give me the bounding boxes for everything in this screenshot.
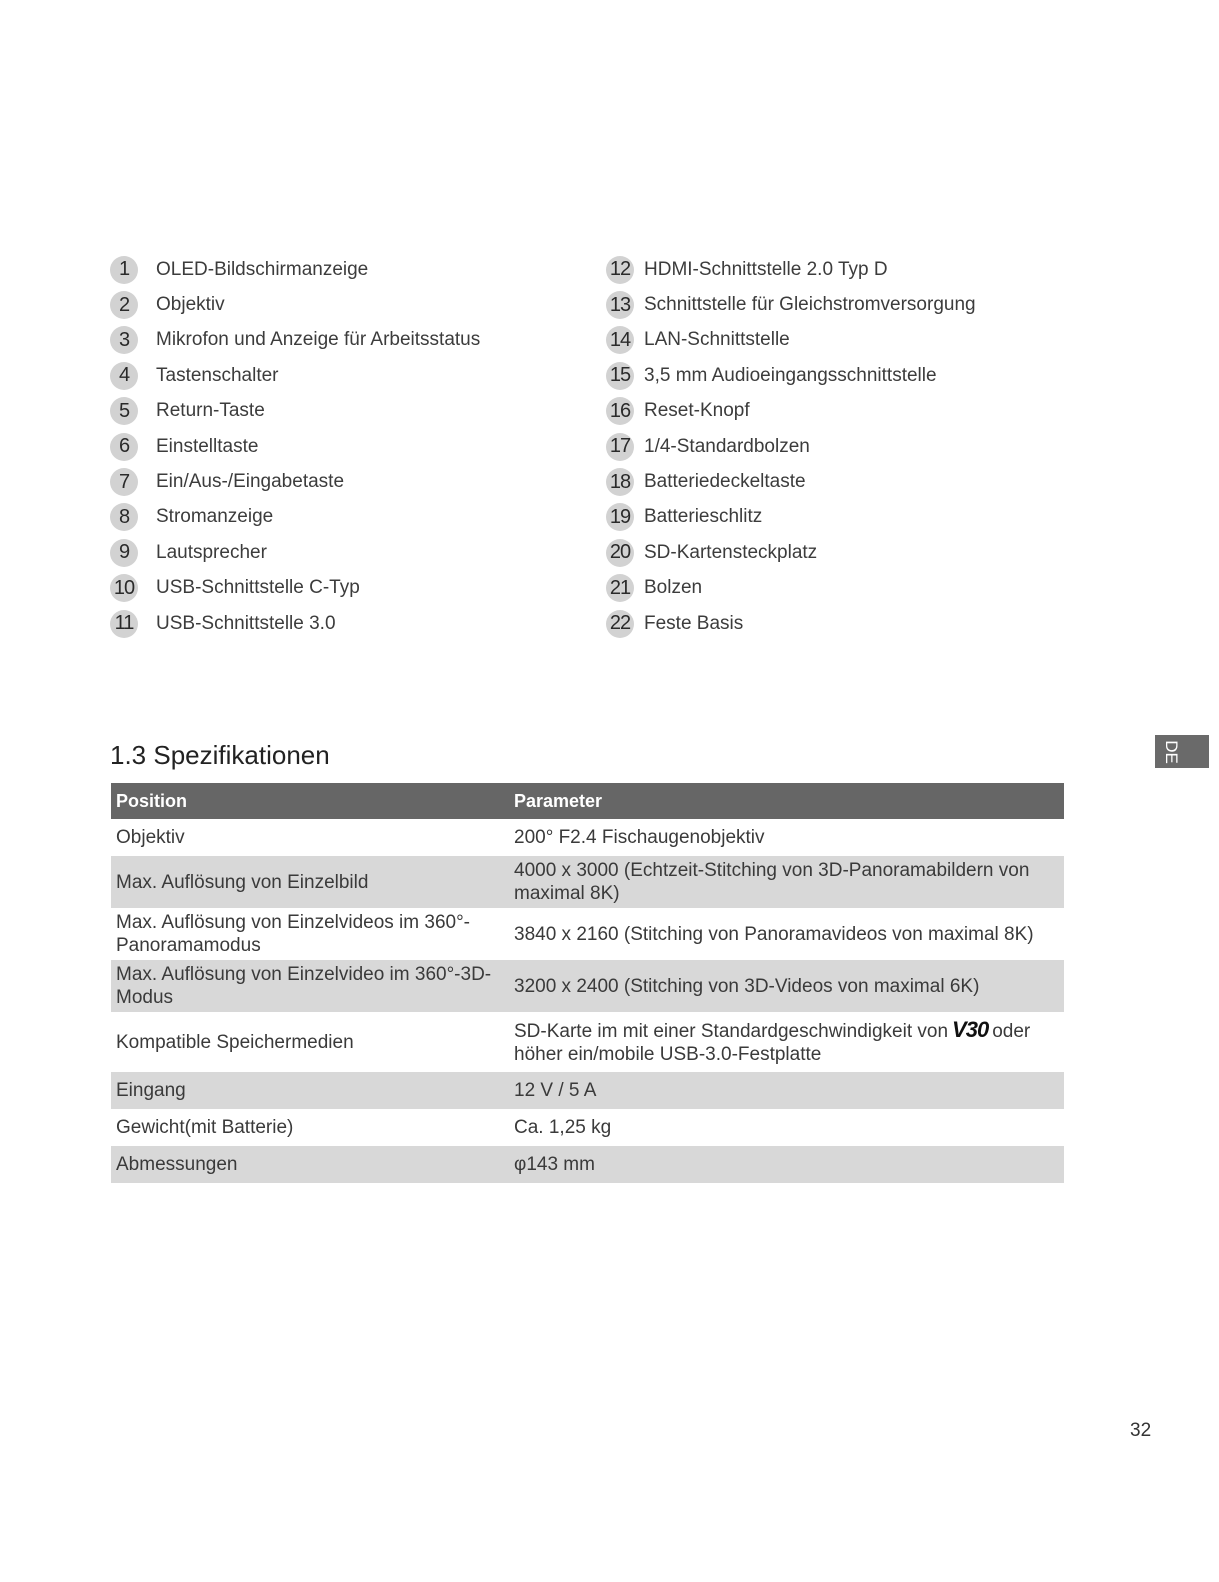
list-item [606, 571, 976, 606]
part-label: HDMI-Schnittstelle 2.0 Typ D [644, 258, 888, 280]
parameter-text-b: oder höher ein/mobile USB-3.0-Festplatte [514, 1021, 1031, 1065]
spec-table [111, 783, 1064, 1183]
part-label: Schnittstelle für Gleichstromversorgung [644, 294, 976, 316]
list-item [606, 500, 976, 535]
parts-list-right [606, 252, 976, 641]
list-item [110, 287, 480, 322]
part-label: Reset-Knopf [644, 400, 750, 422]
list-item [606, 323, 976, 358]
table-row [111, 856, 1064, 908]
table-header-row [111, 783, 1064, 819]
page-number: 32 [1130, 1420, 1152, 1441]
list-item [110, 429, 480, 464]
list-item [110, 571, 480, 606]
parameter-text-a: SD-Karte im mit einer Standardgeschwindigkeit von [514, 1021, 949, 1042]
cell-parameter: 3200 x 2400 (Stitching von 3D-Videos von maximal 6K) [509, 960, 1064, 1012]
list-item [110, 606, 480, 641]
number-badge: 13 [606, 291, 634, 319]
cell-parameter: 12 V / 5 A [509, 1072, 1064, 1109]
number-badge: 5 [110, 397, 138, 425]
cell-position: Eingang [111, 1072, 509, 1109]
list-item [110, 535, 480, 570]
list-item [606, 287, 976, 322]
part-label: Lautsprecher [156, 541, 267, 563]
number-badge: 8 [110, 503, 138, 531]
section-title: 1.3 Spezifikationen [110, 740, 330, 770]
parts-list-left [110, 252, 480, 641]
number-badge: 1 [110, 256, 138, 284]
number-badge: 14 [606, 326, 634, 354]
list-item [606, 358, 976, 393]
cell-parameter: Ca. 1,25 kg [509, 1109, 1064, 1146]
part-label: Stromanzeige [156, 506, 274, 528]
language-tab-label: DE [1161, 739, 1181, 764]
list-item [110, 358, 480, 393]
v30-speed-class-logo: V30 [952, 1017, 989, 1042]
column-header-parameter: Parameter [509, 783, 1064, 819]
number-badge: 21 [606, 574, 634, 602]
part-label: Objektiv [156, 294, 225, 316]
list-item [606, 606, 976, 641]
list-item [606, 464, 976, 499]
language-tab [1155, 735, 1209, 768]
part-label: Mikrofon und Anzeige für Arbeitsstatus [156, 329, 481, 351]
part-label: Tastenschalter [156, 364, 279, 386]
cell-position: Objektiv [111, 819, 509, 856]
list-item [110, 323, 480, 358]
list-item [110, 394, 480, 429]
part-label: Batteriedeckeltaste [644, 471, 806, 493]
cell-position: Max. Auflösung von Einzelbild [111, 856, 509, 908]
number-badge: 16 [606, 397, 634, 425]
number-badge: 9 [110, 539, 138, 567]
list-item [606, 535, 976, 570]
table-row [111, 819, 1064, 856]
cell-position: Max. Auflösung von Einzelvideos im 360°-Panoramamodus [111, 908, 509, 960]
number-badge: 19 [606, 503, 634, 531]
list-item [110, 500, 480, 535]
part-label: OLED-Bildschirmanzeige [156, 258, 369, 280]
column-header-position: Position [111, 783, 509, 819]
number-badge: 3 [110, 326, 138, 354]
number-badge: 22 [606, 610, 634, 638]
part-label: Ein/Aus-/Eingabetaste [156, 471, 345, 493]
part-label: Einstelltaste [156, 435, 259, 457]
cell-parameter: 200° F2.4 Fischaugenobjektiv [509, 819, 1064, 856]
part-label: USB-Schnittstelle C-Typ [156, 577, 360, 599]
number-badge: 15 [606, 362, 634, 390]
cell-parameter [509, 1012, 1064, 1072]
part-label: 3,5 mm Audioeingangsschnittstelle [644, 364, 937, 386]
part-label: Bolzen [644, 577, 703, 599]
number-badge: 17 [606, 433, 634, 461]
part-label: USB-Schnittstelle 3.0 [156, 612, 336, 634]
cell-position: Max. Auflösung von Einzelvideo im 360°-3D-Modus [111, 960, 509, 1012]
list-item [110, 252, 480, 287]
part-label: SD-Kartensteckplatz [644, 541, 818, 563]
number-badge: 2 [110, 291, 138, 319]
number-badge: 11 [110, 610, 138, 638]
table-row [111, 1146, 1064, 1183]
cell-parameter: 4000 x 3000 (Echtzeit-Stitching von 3D-Panoramabildern von maximal 8K) [509, 856, 1064, 908]
list-item [606, 252, 976, 287]
number-badge: 20 [606, 539, 634, 567]
part-label: 1/4-Standardbolzen [644, 435, 810, 457]
cell-position: Kompatible Speichermedien [111, 1012, 509, 1072]
number-badge: 6 [110, 433, 138, 461]
table-row [111, 960, 1064, 1012]
table-row [111, 1012, 1064, 1072]
list-item [606, 394, 976, 429]
number-badge: 7 [110, 468, 138, 496]
number-badge: 18 [606, 468, 634, 496]
list-item [606, 429, 976, 464]
part-label: Feste Basis [644, 612, 744, 634]
cell-parameter: 3840 x 2160 (Stitching von Panoramavideos von maximal 8K) [509, 908, 1064, 960]
list-item [110, 464, 480, 499]
table-row [111, 908, 1064, 960]
table-row [111, 1072, 1064, 1109]
part-label: LAN-Schnittstelle [644, 329, 790, 351]
cell-position: Gewicht(mit Batterie) [111, 1109, 509, 1146]
table-row [111, 1109, 1064, 1146]
number-badge: 4 [110, 362, 138, 390]
cell-position: Abmessungen [111, 1146, 509, 1183]
part-label: Batterieschlitz [644, 506, 763, 528]
number-badge: 12 [606, 256, 634, 284]
number-badge: 10 [110, 574, 138, 602]
cell-parameter: φ143 mm [509, 1146, 1064, 1183]
part-label: Return-Taste [156, 400, 265, 422]
